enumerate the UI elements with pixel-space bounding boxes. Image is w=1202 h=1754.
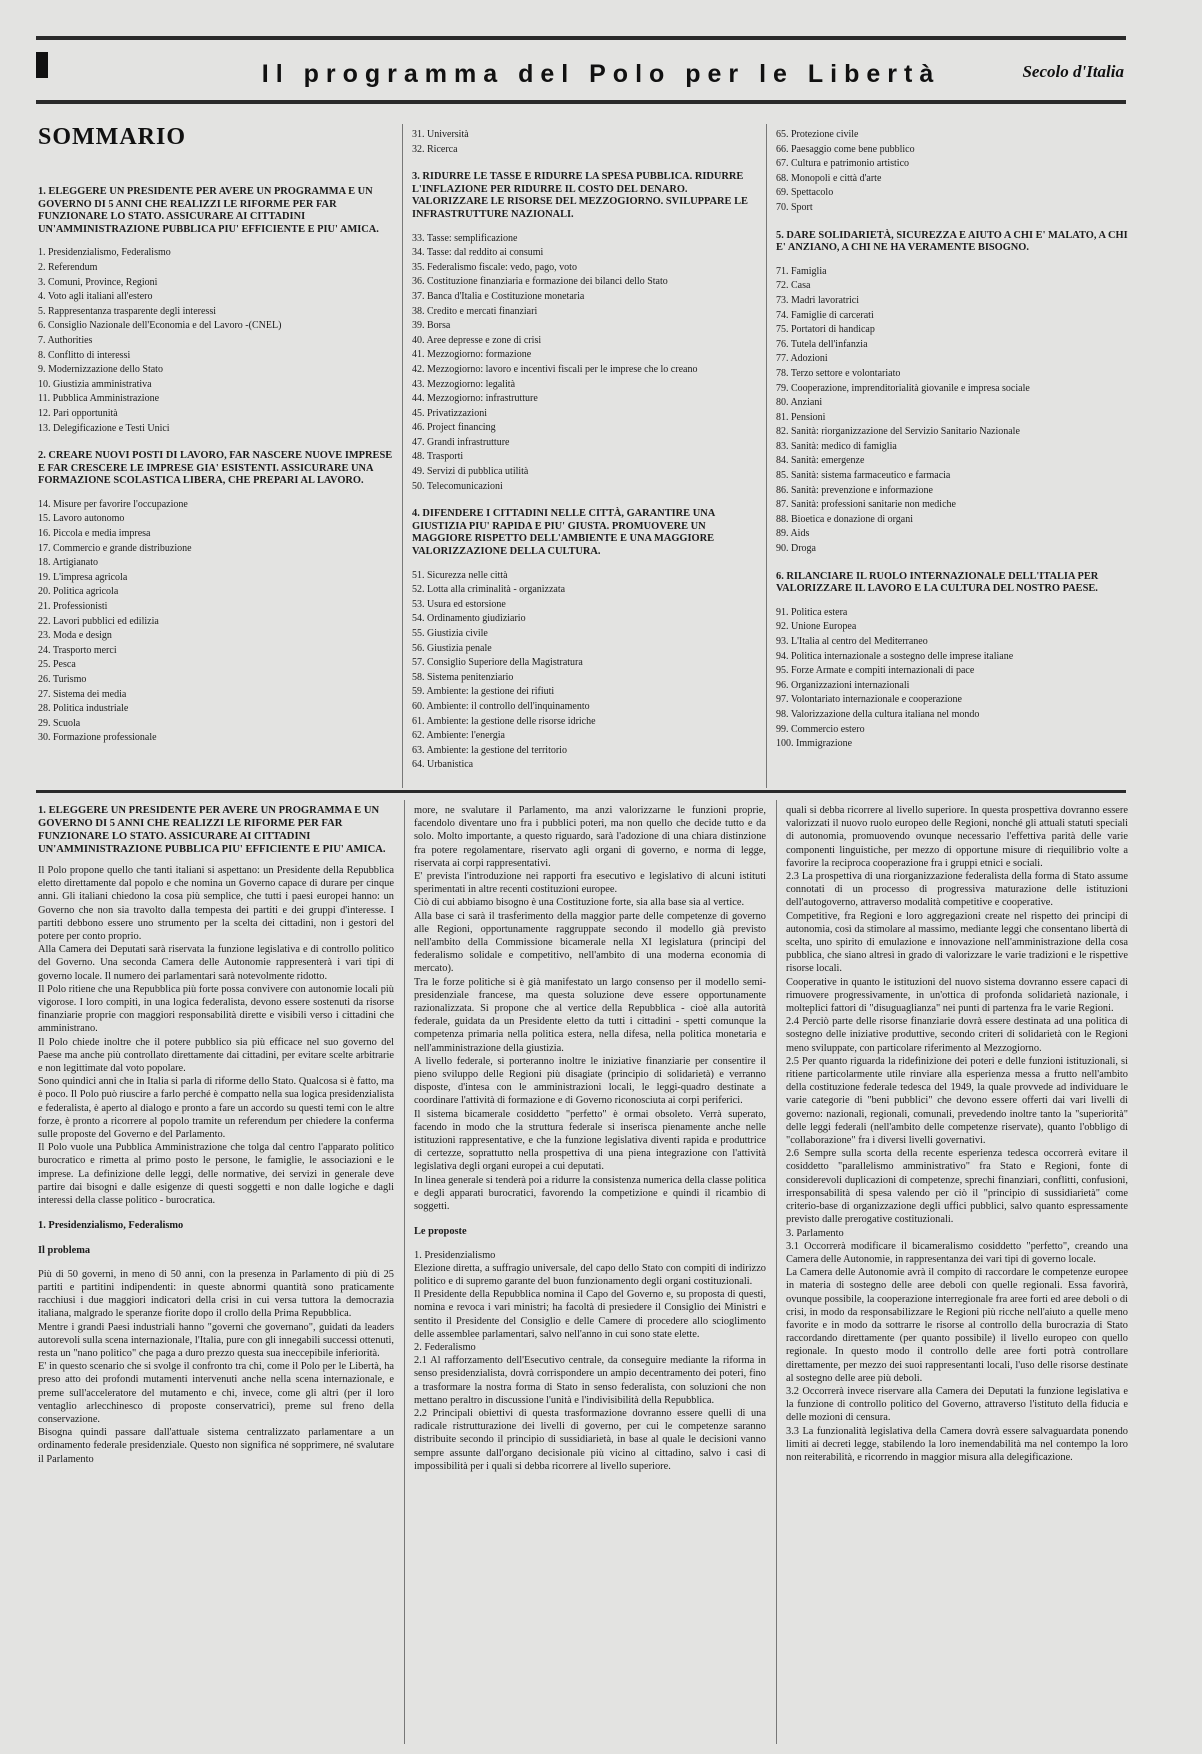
list-item: 33. Tasse: semplificazione <box>412 232 518 244</box>
list-item: 63. Ambiente: la gestione del territorio <box>412 744 567 756</box>
section-heading: 5. DARE SOLIDARIETÀ, SICUREZZA E AIUTO A CHI E' MALATO, A CHI E' ANZIANO, A CHI NE HA VERAMENTE BISOGNO. <box>776 229 1128 254</box>
list-item: 29. Scuola <box>38 717 81 729</box>
paragraph: Alla Camera dei Deputati sarà riservata la funzione legislativa e di controllo politico del Governo. Una seconda Camera delle Autonomie rappresenterà i vari tipi di governo locale. Il numero dei parlamentari sarà notevolmente ridotto. <box>38 944 394 982</box>
list-item: 70. Sport <box>776 201 813 213</box>
paragraph: Il Polo vuole una Pubblica Amministrazione che tolga dal centro l'apparato politico burocratico e rimetta al primo posto le persone, le famiglie, le associazioni e le imprese. La definizione delle leggi, delle normative, dei servizi in generale deve partire dai bisogni e dalle esigenze di questi soggetti e non dalle logiche e dagli interessi della classe politico - burocratica. <box>38 1142 394 1207</box>
list-item: 89. Aids <box>776 528 810 540</box>
section-item-list <box>412 232 762 495</box>
list-item: 13. Delegificazione e Testi Unici <box>38 422 170 434</box>
section-item-list <box>776 265 1128 557</box>
list-item: 66. Paesaggio come bene pubblico <box>776 143 915 155</box>
list-item: 75. Portatori di handicap <box>776 324 875 336</box>
list-item: 50. Telecomunicazioni <box>412 480 503 492</box>
paragraph: Bisogna quindi passare dall'attuale sistema centralizzato parlamentare a un ordinamento federale presidenziale. Questo non significa né sopprimere, né svalutare il Parlamento <box>38 1427 394 1465</box>
paragraph: Cooperative in quanto le istituzioni del nuovo sistema dovranno essere capaci di rimuovere progressivamente, in un'ottica di profonda solidarietà nazionale, i molteplici fattori di "disuguaglianza" nei punti di partenza fra le varie Regioni. <box>786 976 1128 1015</box>
list-item: 16. Piccola e media impresa <box>38 528 151 540</box>
section-heading: 1. ELEGGERE UN PRESIDENTE PER AVERE UN PROGRAMMA E UN GOVERNO DI 5 ANNI CHE REALIZZI LE RIFORME PER FAR FUNZIONARE LO STATO. ASSICURARE AI CITTADINI UN'AMMINISTRAZIONE PUBBLICA PIU' EFFICIENTE E PIU' AMICA. <box>38 186 379 235</box>
list-item: 79. Cooperazione, imprenditorialità giovanile e impresa sociale <box>776 382 1030 394</box>
column-divider <box>766 124 767 788</box>
list-item: 59. Ambiente: la gestione dei rifiuti <box>412 686 555 698</box>
paragraph: 2.3 La prospettiva di una riorganizzazione federalista della forma di Stato assume connotati di un processo di progressiva maturazione delle istituzioni dell'autogoverno, attraverso modalità competitive e cooperative. <box>786 871 1128 909</box>
paragraph: 2. Federalismo <box>414 1341 476 1353</box>
list-item: 90. Droga <box>776 543 816 555</box>
sommario-column-2 <box>412 128 762 787</box>
list-item: 30. Formazione professionale <box>38 732 157 744</box>
list-item: 69. Spettacolo <box>776 187 834 199</box>
list-item: 3. Comuni, Province, Regioni <box>38 276 158 288</box>
list-item: 73. Madri lavoratrici <box>776 294 860 306</box>
list-item: 31. Università <box>412 129 469 140</box>
column-divider <box>404 800 405 1744</box>
list-item: 51. Sicurezza nelle città <box>412 569 508 581</box>
list-item: 7. Authorities <box>38 334 93 346</box>
sommario-title: SOMMARIO <box>38 124 186 150</box>
list-item: 8. Conflitto di interessi <box>38 349 131 361</box>
section-item-list <box>776 128 1128 216</box>
masthead-rule <box>36 100 1126 104</box>
list-item: 53. Usura ed estorsione <box>412 598 506 610</box>
list-item: 72. Casa <box>776 280 811 292</box>
list-item: 37. Banca d'Italia e Costituzione monetaria <box>412 290 585 302</box>
section-heading: 2. CREARE NUOVI POSTI DI LAVORO, FAR NASCERE NUOVE IMPRESE E FAR CRESCERE LE IMPRESE GIA' ESISTENTI. ASSICURARE UNA FORMAZIONE SCOLASTICA LIBERA, CHE PREPARI AL LAVORO. <box>38 450 393 487</box>
list-item: 28. Politica industriale <box>38 703 129 715</box>
list-item: 87. Sanità: professioni sanitarie non mediche <box>776 499 956 511</box>
list-item: 58. Sistema penitenziario <box>412 671 514 683</box>
list-item: 80. Anziani <box>776 397 823 409</box>
page-title: Il programma del Polo per le Libertà <box>261 60 941 88</box>
newspaper-logo: Secolo d'Italia <box>1022 62 1124 81</box>
list-item: 82. Sanità: riorganizzazione del Servizio Sanitario Nazionale <box>776 426 1020 438</box>
list-item: 57. Consiglio Superiore della Magistratura <box>412 657 583 669</box>
list-item: 78. Terzo settore e volontariato <box>776 367 901 379</box>
list-item: 15. Lavoro autonomo <box>38 513 125 525</box>
list-item: 11. Pubblica Amministrazione <box>38 393 160 405</box>
list-item: 54. Ordinamento giudiziario <box>412 613 526 625</box>
list-item: 34. Tasse: dal reddito ai consumi <box>412 247 544 259</box>
sommario-column-1 <box>38 186 398 760</box>
paragraph: 3. Parlamento <box>786 1227 844 1239</box>
paragraph: Elezione diretta, a suffragio universale, del capo dello Stato con compiti di indirizzo politico e di supremo garante del buon funzionamento degli organi costituzionali. <box>414 1262 766 1287</box>
list-item: 71. Famiglia <box>776 265 827 277</box>
paragraph: Il Presidente della Repubblica nomina il Capo del Governo e, su proposta di questi, nomina e revoca i vari ministri; ha facoltà di presiedere il Consiglio dei Ministri e sentito il Presidente del Consiglio e delle Camere di procedere allo scioglimento delle assemblee parlamentari, salvo nell'anno in cui sono state elette. <box>414 1289 766 1340</box>
list-item: 95. Forze Armate e compiti internazionali di pace <box>776 665 975 677</box>
article-column-3 <box>786 804 1128 1744</box>
list-item: 67. Cultura e patrimonio artistico <box>776 158 910 170</box>
section-heading: 4. DIFENDERE I CITTADINI NELLE CITTÀ, GARANTIRE UNA GIUSTIZIA PIU' RAPIDA E PIU' GIUSTA. PROMUOVERE UN MAGGIORE RISPETTO DELL'AMBIENTE E UNA MAGGIORE VALORIZZAZIONE DELLA CULTURA. <box>412 508 715 558</box>
paragraph: Il Polo ritiene che una Repubblica più forte possa convivere con autonomie locali più vigorose. I loro compiti, in una logica federalista, devono essere sostenuti da risorse finanziarie proprie con maggiori responsabilità dirette e visibili verso i cittadini che amministrano. <box>38 983 394 1035</box>
section-item-list <box>412 128 762 157</box>
paragraph: 2.2 Principali obiettivi di questa trasformazione dovranno essere quelli di una radicale ristrutturazione dei livelli di governo, per cui le competenze saranno distribuite secondo il principio di sussidiarietà, in base al quale le decisioni vanno sempre assunte dall'organo decisionale più vicino al cittadino, salvo i casi di impossibilità per i quali si debba ricorrere al livello superiore. <box>414 1407 766 1472</box>
paragraph: Mentre i grandi Paesi industriali hanno "governi che governano", guidati da leaders autorevoli sulla scena internazionale, l'Italia, pure con gli innegabili successi ottenuti, resta un "nano politico" che paga a duro prezzo questa sua ineccepibile inferiorità. <box>38 1321 394 1359</box>
list-item: 20. Politica agricola <box>38 586 119 598</box>
list-item: 98. Valorizzazione della cultura italiana nel mondo <box>776 708 980 720</box>
paragraph: 2.6 Sempre sulla scorta della recente esperienza tedesca occorrerà evitare il cosiddetto "parallelismo amministrativo" fra Stato e Regioni, fonte di considerevoli duplicazioni di competenze, sprechi finanziari, conflitti, confusioni, irresponsabilità di spesa valendo per ciò il "principio di sussidiarietà" come criterio-base di organizzazione degli uffici pubblici, salvo quanto espressamente previsto dalle prerogative costituzionali. <box>786 1148 1128 1226</box>
column-divider <box>402 124 403 788</box>
section-item-list <box>38 498 398 746</box>
list-item: 12. Pari opportunità <box>38 407 118 419</box>
list-item: 85. Sanità: sistema farmaceutico e farmacia <box>776 470 951 482</box>
section-item-list <box>38 246 398 436</box>
paragraph: In linea generale si tenderà poi a ridurre la consistenza numerica della classe politica e degli apparati burocratici, favorendo la competizione e quindi il ricambio di soggetti. <box>414 1174 766 1213</box>
subheading: Il problema <box>38 1245 91 1257</box>
list-item: 48. Trasporti <box>412 451 464 463</box>
list-item: 86. Sanità: prevenzione e informazione <box>776 484 933 496</box>
section-item-list <box>412 569 762 773</box>
list-item: 68. Monopoli e città d'arte <box>776 172 882 184</box>
list-item: 49. Servizi di pubblica utilità <box>412 466 529 478</box>
list-item: 9. Modernizzazione dello Stato <box>38 364 163 376</box>
paragraph: quali si debba ricorrere al livello superiore. In questa prospettiva dovranno essere valorizzati il nuovo ruolo europeo delle Regioni, nonché gli attuali statuti speciali di autonomia, promuovendo ovunque necessario l'effettiva parità delle varie componenti linguistiche, per mezzo di opportune misure di riequilibrio volte a favorire la reciproca cooperazione fra i gruppi etnici e sociali. <box>786 805 1128 869</box>
section-rule <box>36 790 1126 793</box>
list-item: 55. Giustizia civile <box>412 628 488 639</box>
paragraph: 3.2 Occorrerà invece riservare alla Camera dei Deputati la funzione legislativa e la funzione di controllo politico del Governo, attraverso l'istituto della fiducia e delle mozioni di censura. <box>786 1385 1128 1424</box>
list-item: 24. Trasporto merci <box>38 644 117 656</box>
list-item: 65. Protezione civile <box>776 129 859 140</box>
list-item: 45. Privatizzazioni <box>412 407 487 419</box>
paragraph: 3.3 La funzionalità legislativa della Camera dovrà essere salvaguardata ponendo limiti ai decreti legge, stabilendo la loro inemendabilità ma nel contempo la loro non reiterabilità, e ricorrendo in maggior misura alla delegificazione. <box>786 1425 1128 1463</box>
list-item: 43. Mezzogiorno: legalità <box>412 378 516 390</box>
list-item: 61. Ambiente: la gestione delle risorse idriche <box>412 715 596 727</box>
top-rule <box>36 36 1126 40</box>
paragraph: 3.1 Occorrerà modificare il bicameralismo cosiddetto "perfetto", creando una Camera delle Autonomie, in rappresentanza dei vari tipi di governo locale. <box>786 1240 1128 1265</box>
list-item: 4. Voto agli italiani all'estero <box>38 291 153 303</box>
subheading: 1. Presidenzialismo, Federalismo <box>38 1220 184 1232</box>
list-item: 21. Professionisti <box>38 601 108 613</box>
list-item: 22. Lavori pubblici ed edilizia <box>38 615 159 627</box>
list-item: 97. Volontariato internazionale e cooperazione <box>776 694 962 706</box>
list-item: 41. Mezzogiorno: formazione <box>412 349 532 361</box>
list-item: 77. Adozioni <box>776 353 828 365</box>
list-item: 17. Commercio e grande distribuzione <box>38 542 192 554</box>
list-item: 6. Consiglio Nazionale dell'Economia e del Lavoro -(CNEL) <box>38 320 282 332</box>
paragraph: 2.1 Al rafforzamento dell'Esecutivo centrale, da conseguire mediante la riforma in senso presidenzialista, dovrà corrispondere un ampio decentramento dei poteri, fino a trasformare la nostra forma di Stato in senso federalista, con soluzioni che non mettano peraltro in discussione l'unità e l'indivisibilità della Repubblica. <box>414 1355 766 1406</box>
article-column-1 <box>38 804 394 1744</box>
list-item: 2. Referendum <box>38 261 98 273</box>
list-item: 44. Mezzogiorno: infrastrutture <box>412 393 538 405</box>
list-item: 26. Turismo <box>38 674 87 685</box>
list-item: 88. Bioetica e donazione di organi <box>776 513 913 525</box>
sommario-column-3 <box>776 128 1128 766</box>
paragraph: Il sistema bicamerale cosiddetto "perfetto" è ormai obsoleto. Verrà superato, facendo in modo che la struttura federale si inserisca pienamente anche nelle istituzioni rappresentative, e che la funzione legislativa diventi rapida e produttrice di certezze, soprattutto nella prospettiva di una piena integrazione con l'attività legislativa degli organi europei a cui deputati. <box>414 1108 766 1173</box>
list-item: 36. Costituzione finanziaria e formazione dei bilanci dello Stato <box>412 276 668 288</box>
list-item: 52. Lotta alla criminalità - organizzata <box>412 584 566 596</box>
paragraph: La Camera delle Autonomie avrà il compito di raccordare le competenze europee in materia di sostegno delle aree deboli con quelle regionali. Essa favorirà, ovunque possibile, la cooperazione interregionale fra aree forti ed aree deboli o di crisi, in modo da responsabilizzare le Regioni più ricche nell'aiuto a quelle meno favorite e in modo da sottrarre le risorse al controllo della burocrazia di Stato raccordando direttamente (per quanto possibile) il livello europeo con quello regionale. In questo modo il controllo delle aree forti potrà controllare direttamente, per mezzo dei suoi rappresentanti locali, l'uso delle risorse destinate al sostegno delle aree più deboli. <box>786 1267 1128 1384</box>
list-item: 96. Organizzazioni internazionali <box>776 679 910 691</box>
list-item: 83. Sanità: medico di famiglia <box>776 440 897 452</box>
paragraph: Ciò di cui abbiamo bisogno è una Costituzione forte, sia alla base sia al vertice. <box>414 897 745 909</box>
list-item: 5. Rappresentanza trasparente degli interessi <box>38 305 216 317</box>
paragraph: 2.5 Per quanto riguarda la ridefinizione dei poteri e delle funzioni istituzionali, si ritiene particolarmente utile rinviare alla esperienza messa a frutto nell'ambito della costituzione federale tedesca del 1949, la quale provvede ad individuare le varie categorie di "beni pubblici" che devono essere offerti dai vari livelli di governo: nazionali, regionali, comunali, prevedendo inoltre tanto la "superiorità" delle leggi federali (nell'ambito delle competenze riservate), quanto l'obbligo di "collaborazione" fra i diversi livelli governativi. <box>786 1055 1128 1147</box>
article-heading: 1. ELEGGERE UN PRESIDENTE PER AVERE UN PROGRAMMA E UN GOVERNO DI 5 ANNI CHE REALIZZI LE RIFORME PER FAR FUNZIONARE LO STATO. ASSICURARE AI CITTADINI UN'AMMINISTRAZIONE PUBBLICA PIU' EFFICIENTE E PIU' AMICA. <box>38 805 386 855</box>
paragraph: Tra le forze politiche si è già manifestato un largo consenso per il modello semi-presidenziale francese, ma questa soluzione deve essere opportunamente razionalizzata. Si propone che al vertice della Repubblica - cioè alla autorità federale, guidata da un Presidente eletto da tutti i cittadini - spetti comunque la competenza primaria nella politica estera, nella difesa, nella politica monetaria e nell'amministrazione della giustizia. <box>414 976 766 1054</box>
list-item: 42. Mezzogiorno: lavoro e incentivi fiscali per le imprese che lo creano <box>412 363 698 375</box>
list-item: 93. L'Italia al centro del Mediterraneo <box>776 636 928 647</box>
list-item: 18. Artigianato <box>38 557 98 569</box>
paragraph: E' prevista l'introduzione nei rapporti fra esecutivo e legislativo di alcuni istituti sperimentati in altre recenti costituzioni europee. <box>414 871 766 896</box>
paragraph: Competitive, fra Regioni e loro aggregazioni create nel rispetto dei principi di autonomia, così da stimolare al massimo, mediante leggi che consentano libertà di scelta, uno spirito di emulazione e innovazione nell'amministrazione della cosa pubblica, che siano altresì in grado di valorizzare le varie tradizioni e le rispettive risorse locali. <box>786 910 1128 975</box>
section-heading: 6. RILANCIARE IL RUOLO INTERNAZIONALE DELL'ITALIA PER VALORIZZARE IL LAVORO E LA CULTURA DEL NOSTRO PAESE. <box>776 570 1099 595</box>
paragraph: more, ne svalutare il Parlamento, ma anzi valorizzarne le funzioni proprie, facendolo diventare uno fra i pubblici poteri, ma non quello che decide tutto e da solo. Molto importante, a questo riguardo, sarà l'adozione di una chiara distinzione fra potere regolamentare, riservato agli organi di governo, e norma di legge, riservata ai corpi rappresentativi. <box>414 805 766 869</box>
paragraph: Più di 50 governi, in meno di 50 anni, con la presenza in Parlamento di più di 25 partiti e partitini indipendenti: in queste abnormi quantità sono praticamente racchiusi i due maggiori indicatori della crisi in cui versa tuttora la democrazia italiana, malgrado le speranze fiorite dopo il crollo della Prima Repubblica. <box>38 1268 394 1320</box>
paragraph: 1. Presidenzialismo <box>414 1249 496 1261</box>
paragraph: Il Polo chiede inoltre che il potere pubblico sia più efficace nel suo governo del Paese ma anche più controllato direttamente dai cittadini, per evitare scelte arbitrarie e non legittimate dal voto popolare. <box>38 1036 394 1075</box>
list-item: 35. Federalismo fiscale: vedo, pago, voto <box>412 261 577 273</box>
subheading: Le proposte <box>414 1226 467 1238</box>
list-item: 32. Ricerca <box>412 143 458 155</box>
list-item: 62. Ambiente: l'energia <box>412 730 505 742</box>
list-item: 64. Urbanistica <box>412 759 474 771</box>
list-item: 40. Aree depresse e zone di crisi <box>412 334 542 346</box>
list-item: 23. Moda e design <box>38 630 112 642</box>
list-item: 74. Famiglie di carcerati <box>776 309 874 321</box>
list-item: 19. L'impresa agricola <box>38 571 128 583</box>
list-item: 76. Tutela dell'infanzia <box>776 338 868 350</box>
list-item: 92. Unione Europea <box>776 621 857 633</box>
paragraph: E' in questo scenario che si svolge il confronto tra chi, come il Polo per le Libertà, ha preso atto dei profondi mutamenti intervenuti anche nella scena internazionale, e preme sull'acceleratore del mutamento e chi, invece, come gli altri (per il loro ventaglio arlecchinesco di proposte conservatrici), preme sul freno della conservazione. <box>38 1361 394 1425</box>
list-item: 47. Grandi infrastrutture <box>412 436 510 448</box>
list-item: 100. Immigrazione <box>776 738 853 750</box>
list-item: 94. Politica internazionale a sostegno delle imprese italiane <box>776 650 1014 662</box>
column-divider <box>776 800 777 1744</box>
article-column-2 <box>414 804 766 1744</box>
list-item: 81. Pensioni <box>776 411 826 423</box>
list-item: 10. Giustizia amministrativa <box>38 378 152 390</box>
section-heading: 3. RIDURRE LE TASSE E RIDURRE LA SPESA PUBBLICA. RIDURRE L'INFLAZIONE PER RIDURRE IL COSTO DEL DENARO. VALORIZZARE LE RISORSE DEL MEZZOGIORNO. SVILUPPARE LE INFRASTRUTTURE NAZIONALI. <box>412 171 748 220</box>
list-item: 99. Commercio estero <box>776 723 865 735</box>
paragraph: Sono quindici anni che in Italia si parla di riforme dello Stato. Qualcosa si è fatto, ma è poco. Il Polo può riuscire a farlo perché è compatto nella sua logica presidenzialista e federalista, è aperto al dialogo e pronto a fare un accordo su questi temi con le altre forze, è pronto a ricorrere al popolo tramite un referendum per chiedere la conferma sulle proposte del Governo e del Parlamento. <box>38 1076 394 1141</box>
paragraph: Il Polo propone quello che tanti italiani si aspettano: un Presidente della Repubblica eletto direttamente dal popolo e che nomina un Governo capace di durare per cinque anni. Gli italiani chiedono la cosa più semplice, che tutti i paesi europei hanno: un Governo che non sia travolto dalla tempesta dei partiti e dei gruppi d'interesse. I partiti debbono essere uno strumento per la scelta dei cittadini, non i gestori del potere per conto proprio. <box>38 865 394 943</box>
list-item: 27. Sistema dei media <box>38 688 127 700</box>
paragraph: Alla base ci sarà il trasferimento della maggior parte delle competenze di governo alle Regioni, opportunamente raggruppate secondo il modello già previsto nell'ambito della Commissione bicamerale nella XI legislatura (principi del federalismo solidale e competitivo, nell'ambito di una moderna economia di mercato). <box>414 910 766 975</box>
list-item: 56. Giustizia penale <box>412 642 492 654</box>
list-item: 14. Misure per favorire l'occupazione <box>38 498 188 510</box>
list-item: 25. Pesca <box>38 659 76 671</box>
paragraph: 2.4 Perciò parte delle risorse finanziarie dovrà essere destinata ad una politica di sostegno delle iniziative produttive, secondo criteri di solidarietà con le Regioni meno sviluppate, con particolare riferimento al Mezzogiorno. <box>786 1016 1128 1054</box>
list-item: 39. Borsa <box>412 320 451 332</box>
list-item: 91. Politica estera <box>776 606 848 618</box>
list-item: 1. Presidenzialismo, Federalismo <box>38 247 171 259</box>
list-item: 46. Project financing <box>412 422 496 434</box>
section-item-list <box>776 606 1128 752</box>
paragraph: A livello federale, si porteranno inoltre le iniziative finanziarie per consentire il pieno sviluppo delle Regioni più disagiate (principio di solidarietà) e verranno disposte, d'intesa con le amministrazioni locali, le leggi-quadro destinate a coordinare l'attività di formazione e di Governo riconosciuta ai corpi periferici. <box>414 1055 766 1107</box>
list-item: 84. Sanità: emergenze <box>776 455 865 467</box>
list-item: 38. Credito e mercati finanziari <box>412 305 538 317</box>
list-item: 60. Ambiente: il controllo dell'inquinamento <box>412 700 590 712</box>
